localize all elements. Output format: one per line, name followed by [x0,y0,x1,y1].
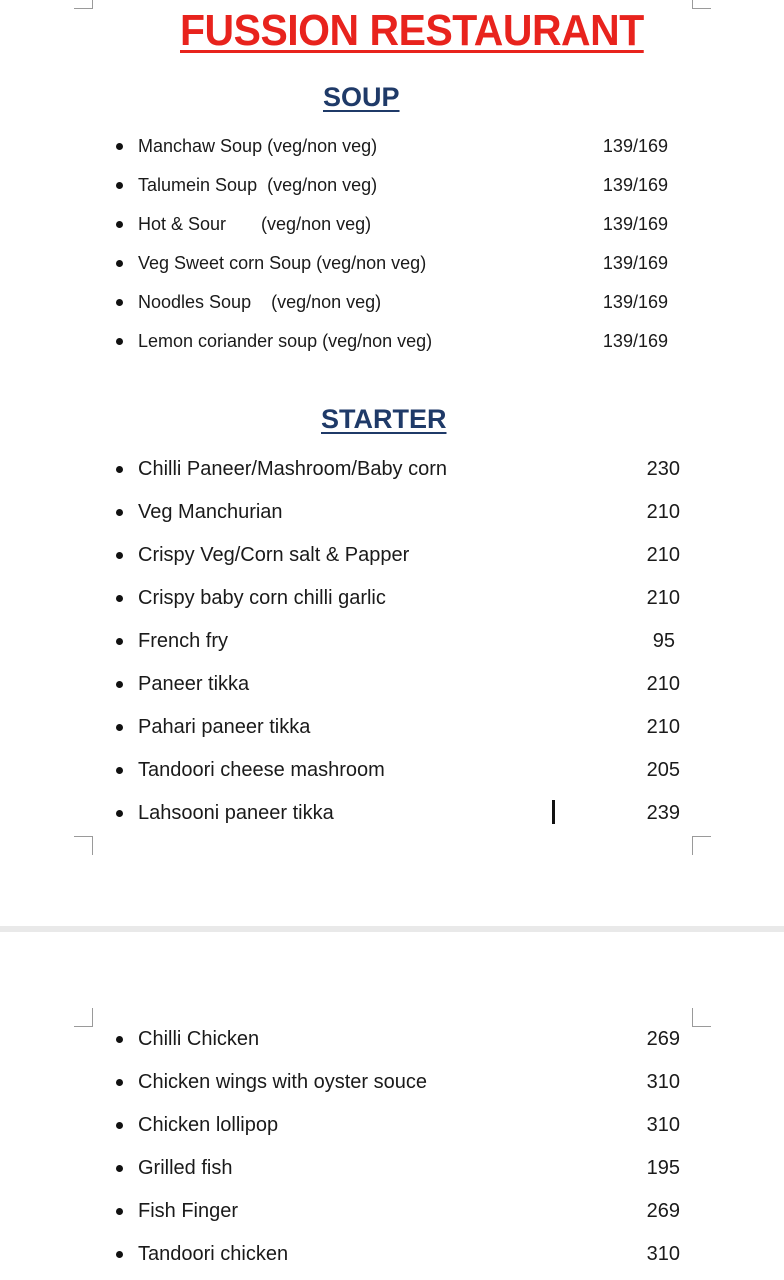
list-item [0,670,784,698]
list-item [0,498,784,526]
list-item [0,713,784,741]
item-price: 205 [646,759,680,781]
text-cursor[interactable] [552,800,555,824]
restaurant-title: FUSSION RESTAURANT [180,6,644,55]
margin-corner-mark [692,836,711,855]
item-name: Chilli Paneer/Mashroom/Baby corn [138,458,448,480]
item-price: 210 [646,716,680,738]
bullet-icon [116,1079,123,1086]
list-item [0,171,784,199]
margin-corner-mark [74,0,93,9]
item-name: Chilli Chicken [138,1028,260,1050]
bullet-icon [116,260,123,267]
item-price: 210 [646,673,680,695]
item-price: 139/169 [602,292,668,312]
bullet-icon [116,143,123,150]
list-item [0,249,784,277]
list-item [0,210,784,238]
item-name: Tandoori cheese mashroom [138,759,385,781]
starter-heading: STARTER [321,404,447,434]
list-item [0,756,784,784]
bullet-icon [116,1251,123,1258]
list-item [0,327,784,355]
bullet-icon [116,182,123,189]
item-name: Veg Manchurian [138,501,283,523]
item-name: Manchaw Soup (veg/non veg) [138,136,378,156]
item-price: 139/169 [602,253,668,273]
item-price: 139/169 [602,331,668,351]
item-name: Tandoori chicken [138,1243,289,1265]
item-name: Chicken lollipop [138,1114,279,1136]
item-price: 210 [646,501,680,523]
item-price: 139/169 [602,175,668,195]
item-name: Fish Finger [138,1200,239,1222]
document-page-2 [0,932,784,1280]
list-item [0,1197,784,1225]
item-price: 269 [646,1200,680,1222]
bullet-icon [116,638,123,645]
bullet-icon [116,1122,123,1129]
list-item [0,288,784,316]
bullet-icon [116,552,123,559]
item-name: Lemon coriander soup (veg/non veg) [138,331,433,351]
bullet-icon [116,724,123,731]
bullet-icon [116,221,123,228]
bullet-icon [116,299,123,306]
item-price: 210 [646,587,680,609]
list-item [0,541,784,569]
item-price: 139/169 [602,214,668,234]
item-name: Talumein Soup (veg/non veg) [138,175,378,195]
item-name: Veg Sweet corn Soup (veg/non veg) [138,253,427,273]
list-item [0,455,784,483]
item-price: 210 [646,544,680,566]
bullet-icon [116,338,123,345]
item-price: 139/169 [602,136,668,156]
item-price: 195 [646,1157,680,1179]
item-name: Hot & Sour (veg/non veg) [138,214,372,234]
bullet-icon [116,767,123,774]
list-item [0,627,784,655]
item-name: Noodles Soup (veg/non veg) [138,292,382,312]
item-price: 239 [646,802,680,824]
bullet-icon [116,509,123,516]
list-item [0,1025,784,1053]
item-name: Crispy baby corn chilli garlic [138,587,386,609]
bullet-icon [116,681,123,688]
item-price: 269 [646,1028,680,1050]
bullet-icon [116,466,123,473]
bullet-icon [116,1036,123,1043]
item-name: French fry [138,630,229,652]
bullet-icon [116,595,123,602]
list-item [0,1240,784,1268]
item-name: Grilled fish [138,1157,233,1179]
item-name: Crispy Veg/Corn salt & Papper [138,544,410,566]
item-price: 310 [646,1114,680,1136]
list-item [0,132,784,160]
list-item [0,584,784,612]
soup-heading: SOUP [323,82,400,112]
list-item [0,1154,784,1182]
item-price: 230 [646,458,680,480]
item-name: Chicken wings with oyster souce [138,1071,428,1093]
item-price: 310 [646,1071,680,1093]
bullet-icon [116,1208,123,1215]
item-name: Pahari paneer tikka [138,716,311,738]
margin-corner-mark [692,0,711,9]
item-price: 95 [652,630,675,652]
margin-corner-mark [74,836,93,855]
item-price: 310 [646,1243,680,1265]
list-item [0,1111,784,1139]
bullet-icon [116,810,123,817]
item-name: Paneer tikka [138,673,250,695]
list-item [0,799,784,827]
item-name: Lahsooni paneer tikka [138,802,334,824]
list-item [0,1068,784,1096]
bullet-icon [116,1165,123,1172]
